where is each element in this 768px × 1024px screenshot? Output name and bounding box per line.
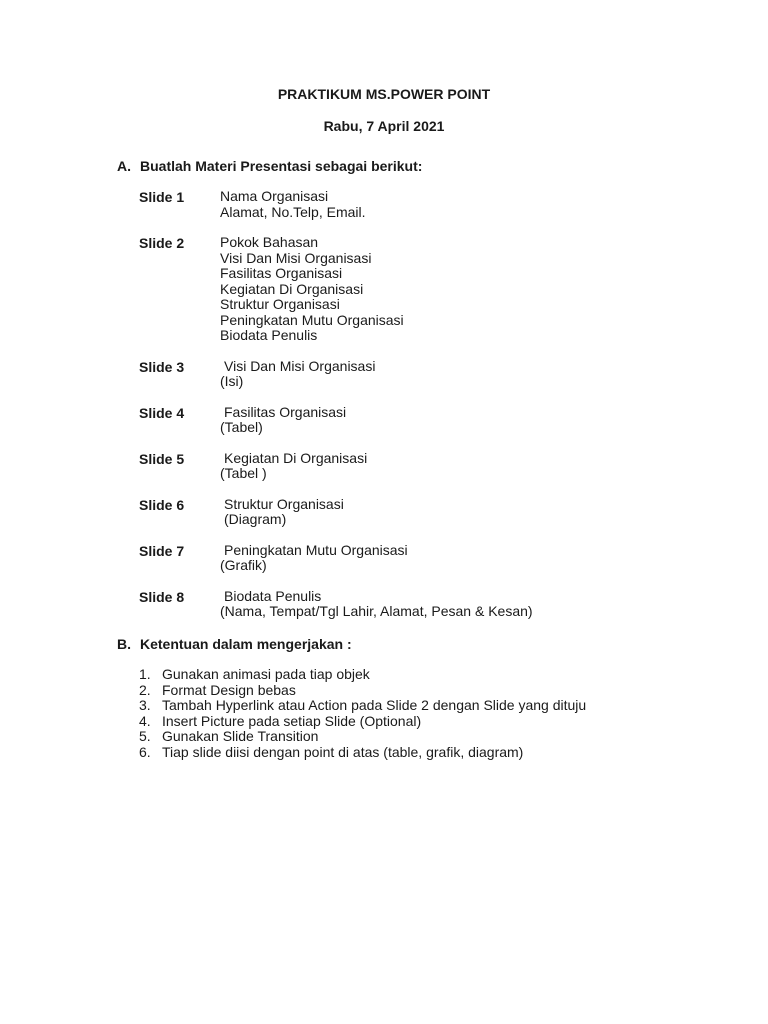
- slide-line: Kegiatan Di Organisasi: [224, 449, 368, 466]
- slide-line: Peningkatan Mutu Organisasi: [224, 541, 408, 558]
- slide-line: Fasilitas Organisasi: [224, 403, 347, 420]
- rule-text: Format Design bebas: [162, 681, 296, 698]
- slide-label: Slide 2: [139, 235, 185, 251]
- slide-entry-2: [139, 235, 699, 344]
- slide-line: Kegiatan Di Organisasi: [220, 280, 364, 297]
- slide-list: [139, 189, 699, 635]
- slide-line: Struktur Organisasi: [220, 296, 340, 312]
- section-b-letter: B.: [117, 636, 131, 652]
- slide-line: Visi Dan Misi Organisasi: [224, 357, 376, 374]
- rule-item-1: [139, 667, 719, 683]
- rule-text: Insert Picture pada setiap Slide (Optional): [162, 712, 422, 729]
- rule-item-3: [139, 698, 719, 714]
- slide-line: Visi Dan Misi Organisasi: [220, 249, 372, 266]
- section-a-letter: A.: [117, 158, 131, 174]
- rule-number: 6.: [139, 743, 151, 760]
- slide-entry-6: [139, 497, 699, 528]
- rule-text: Gunakan Slide Transition: [162, 728, 319, 744]
- document-date: Rabu, 7 April 2021: [323, 118, 445, 134]
- slide-line: Struktur Organisasi: [224, 495, 344, 512]
- slide-line: (Tabel ): [220, 465, 267, 481]
- slide-label: Slide 4: [139, 404, 185, 421]
- rule-number: 4.: [139, 712, 151, 729]
- slide-entry-7: [139, 543, 699, 574]
- slide-label: Slide 5: [139, 450, 185, 467]
- section-a-text: Buatlah Materi Presentasi sebagai berikut:: [140, 158, 423, 174]
- slide-line: Nama Organisasi: [220, 188, 329, 204]
- rule-number: 2.: [139, 681, 151, 698]
- slide-line: (Nama, Tempat/Tgl Lahir, Alamat, Pesan & Kesan): [220, 603, 533, 619]
- slide-entry-3: [139, 359, 699, 390]
- slide-line: (Isi): [220, 373, 244, 389]
- slide-line: Alamat, No.Telp, Email.: [220, 203, 366, 220]
- slide-line: (Grafik): [220, 557, 267, 573]
- rules-list: [139, 667, 719, 760]
- slide-entry-8: [139, 589, 699, 620]
- slide-label: Slide 8: [139, 588, 185, 605]
- rule-number: 5.: [139, 728, 151, 744]
- rule-number: 1.: [139, 666, 151, 682]
- document-title: PRAKTIKUM MS.POWER POINT: [277, 86, 491, 102]
- slide-line: Peningkatan Mutu Organisasi: [220, 311, 404, 328]
- slide-label: Slide 6: [139, 496, 185, 513]
- rule-text: Gunakan animasi pada tiap objek: [162, 666, 370, 682]
- slide-entry-5: [139, 451, 699, 482]
- slide-line: Biodata Penulis: [220, 327, 318, 343]
- slide-line: (Tabel): [220, 419, 263, 435]
- rule-item-4: [139, 714, 719, 730]
- slide-label: Slide 7: [139, 542, 185, 559]
- rule-item-6: [139, 745, 719, 761]
- slide-line: Fasilitas Organisasi: [220, 265, 343, 281]
- rule-text: Tambah Hyperlink atau Action pada Slide 2 dengan Slide yang dituju: [162, 697, 587, 713]
- slide-line: (Diagram): [224, 511, 287, 527]
- section-b-text: Ketentuan dalam mengerjakan :: [140, 636, 352, 652]
- slide-label: Slide 1: [139, 189, 185, 205]
- rule-item-2: [139, 683, 719, 699]
- slide-line: Pokok Bahasan: [220, 234, 319, 250]
- slide-entry-1: [139, 189, 699, 220]
- slide-line: Biodata Penulis: [224, 587, 322, 604]
- rule-number: 3.: [139, 697, 151, 713]
- rule-item-5: [139, 729, 719, 745]
- slide-entry-4: [139, 405, 699, 436]
- slide-label: Slide 3: [139, 358, 185, 375]
- rule-text: Tiap slide diisi dengan point di atas (table, grafik, diagram): [162, 743, 524, 760]
